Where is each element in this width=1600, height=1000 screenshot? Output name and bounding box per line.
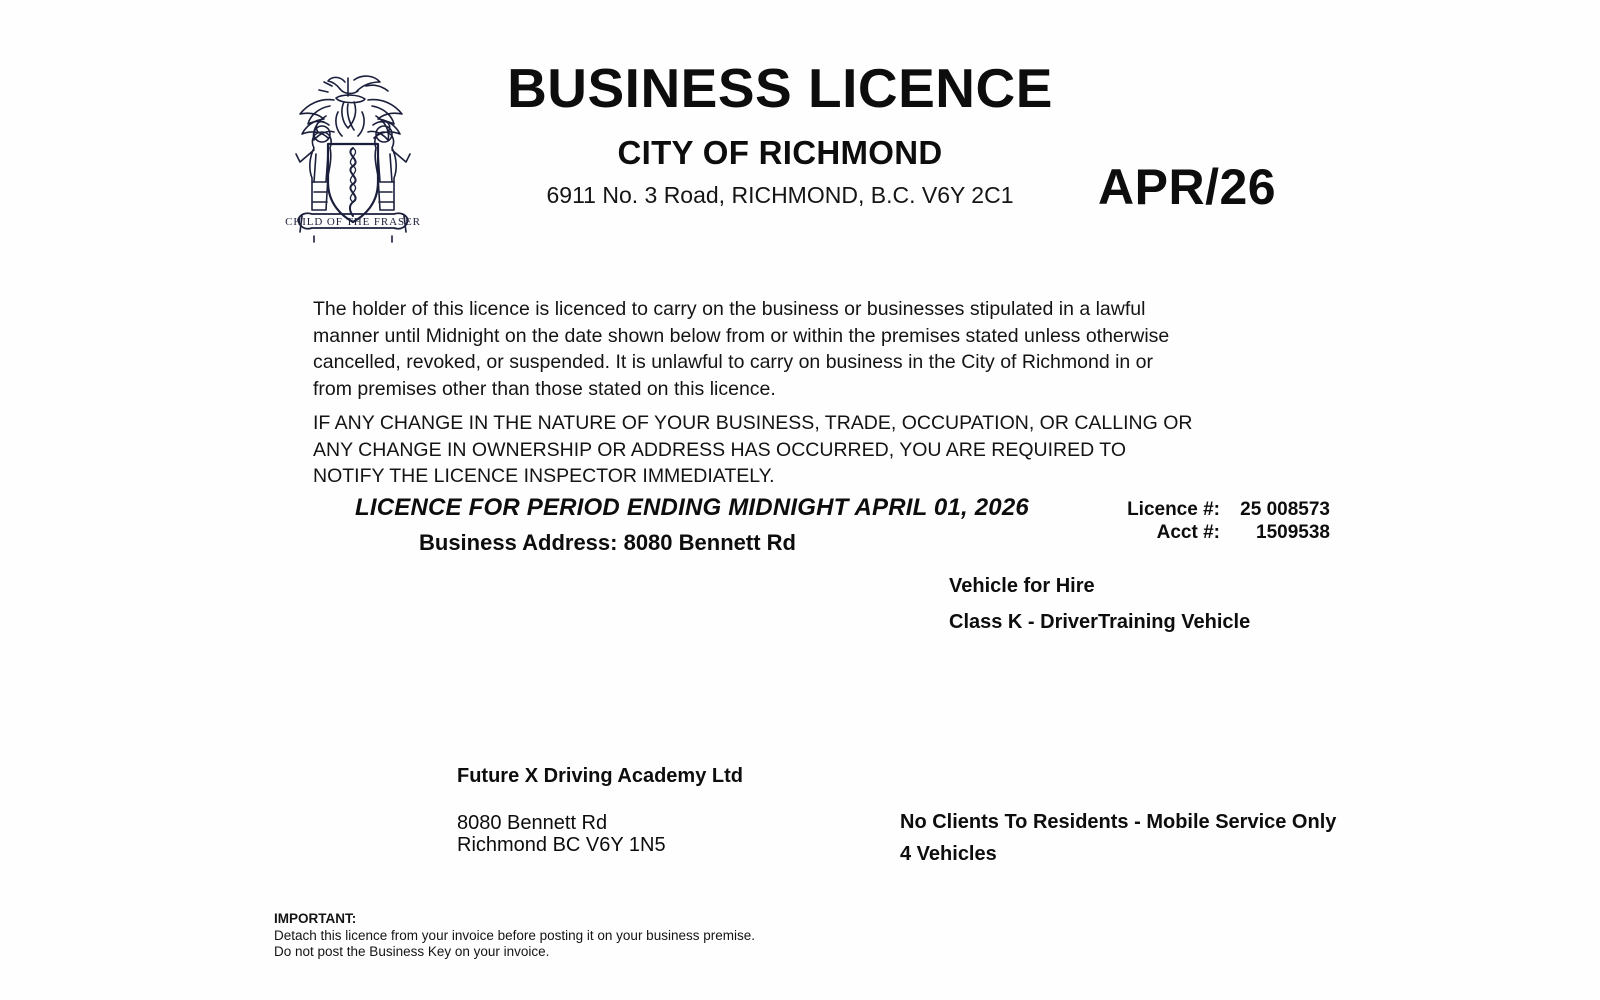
issuer-address: 6911 No. 3 Road, RICHMOND, B.C. V6Y 2C1 [546, 181, 1014, 208]
document-header [0, 58, 1400, 258]
header-titles [470, 58, 1090, 209]
page-title: BUSINESS LICENCE [507, 57, 1053, 119]
terms-notice-line: ANY CHANGE IN OWNERSHIP OR ADDRESS HAS OCCURRED, YOU ARE REQUIRED TO [313, 438, 1127, 461]
licensee-address-line-1: 8080 Bennett Rd [457, 812, 608, 834]
expiry-stamp: APR/26 [1098, 159, 1277, 215]
account-number-row [1040, 521, 1330, 544]
licence-number-value: 25 008573 [1240, 499, 1330, 520]
terms-intro-line: The holder of this licence is licenced to carry on the business or businesses stipulated in a lawful [313, 298, 1146, 320]
licensee-block [457, 765, 743, 856]
terms-intro-line: manner until Midnight on the date shown below from or within the premises stated unless otherwise [313, 324, 1170, 347]
licensee-name: Future X Driving Academy Ltd [457, 765, 743, 787]
classification-class: Class K - DriverTraining Vehicle [949, 611, 1251, 633]
city-crest-icon [270, 70, 436, 250]
licence-conditions [900, 811, 1336, 865]
important-notice [274, 911, 755, 961]
business-classification [949, 575, 1250, 634]
terms-intro-line: from premises other than those stated on this licence. [313, 377, 776, 400]
terms-intro-line: cancelled, revoked, or suspended. It is unlawful to carry on business in the City of Richmond in or [313, 351, 1154, 373]
terms-notice-paragraph [313, 410, 1193, 490]
condition-line-2: 4 Vehicles [900, 843, 997, 865]
licensee-address-line-2: Richmond BC V6Y 1N5 [457, 834, 666, 856]
licence-number-row [1040, 498, 1330, 521]
important-title: IMPORTANT: [274, 911, 357, 926]
issuer-city: CITY OF RICHMOND [617, 133, 943, 171]
terms-intro-paragraph [313, 296, 1173, 402]
licensee-address [457, 812, 743, 856]
business-address-line: Business Address: 8080 Bennett Rd [419, 530, 796, 555]
terms-block [313, 296, 1193, 490]
classification-category: Vehicle for Hire [949, 575, 1095, 597]
licence-number-label: Licence #: [1127, 499, 1220, 520]
account-number-value: 1509538 [1256, 522, 1330, 543]
condition-line-1: No Clients To Residents - Mobile Service Only [900, 811, 1337, 833]
terms-notice-line: IF ANY CHANGE IN THE NATURE OF YOUR BUSINESS, TRADE, OCCUPATION, OR CALLING OR [313, 412, 1193, 434]
licence-identifiers [1040, 498, 1330, 544]
crest-motto-text: CHILD OF THE FRASER [285, 216, 421, 228]
important-line-1: Detach this licence from your invoice before posting it on your business premise. [274, 927, 755, 943]
terms-notice-line: NOTIFY THE LICENCE INSPECTOR IMMEDIATELY. [313, 465, 775, 487]
important-line-2: Do not post the Business Key on your invoice. [274, 944, 550, 959]
account-number-label: Acct #: [1156, 522, 1220, 543]
licence-period-heading: LICENCE FOR PERIOD ENDING MIDNIGHT APRIL 01, 2026 [355, 494, 1029, 521]
